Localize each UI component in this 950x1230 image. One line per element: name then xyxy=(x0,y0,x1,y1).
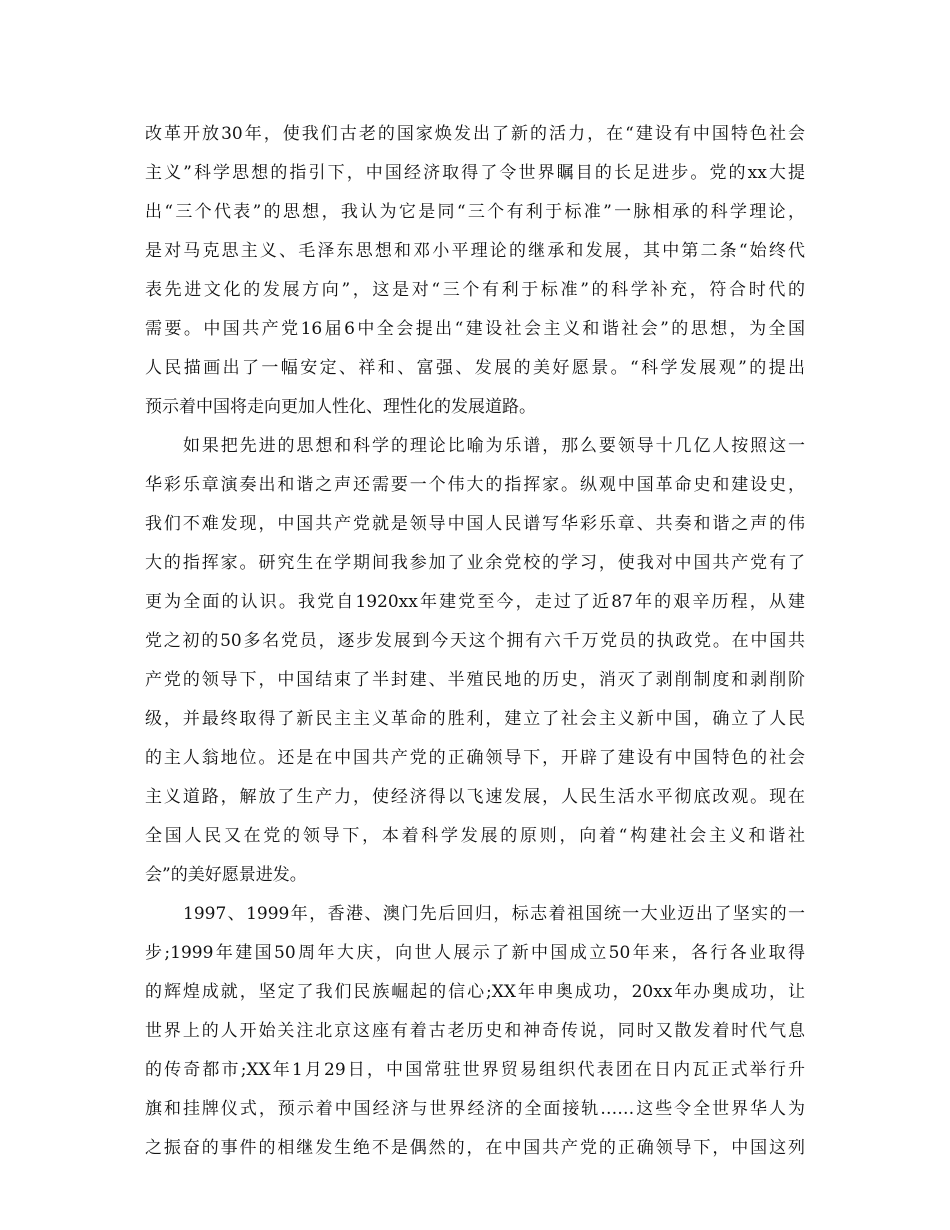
text-line: 级，并最终取得了新民主主义革命的胜利，建立了社会主义新中国，确立了人民 xyxy=(145,709,805,729)
text-line: 之振奋的事件的相继发生绝不是偶然的，在中国共产党的正确领导下，中国这列 xyxy=(145,1138,805,1158)
text-line: 表先进文化的发展方向”，这是对“三个有利于标准”的科学补充，符合时代的 xyxy=(145,280,805,300)
text-line: 产党的领导下，中国结束了半封建、半殖民地的历史，消灭了剥削制度和剥削阶 xyxy=(145,670,805,690)
text-line: 会”的美好愿景进发。 xyxy=(145,865,307,885)
paragraph-start-line: 如果把先进的思想和科学的理论比喻为乐谱，那么要领导十几亿人按照这一 xyxy=(183,436,805,456)
text-line: 华彩乐章演奏出和谐之声还需要一个伟大的指挥家。纵观中国革命史和建设史， xyxy=(145,475,805,495)
paragraph-start-line: 1997、1999年，香港、澳门先后回归，标志着祖国统一大业迈出了坚实的一 xyxy=(183,904,805,924)
text-line: 主义道路，解放了生产力，使经济得以飞速发展，人民生活水平彻底改观。现在 xyxy=(145,787,805,807)
text-line: 改革开放30年，使我们古老的国家焕发出了新的活力，在“建设有中国特色社会 xyxy=(145,124,805,144)
text-line: 的主人翁地位。还是在中国共产党的正确领导下，开辟了建设有中国特色的社会 xyxy=(145,748,805,768)
text-line: 出“三个代表”的思想，我认为它是同“三个有利于标准”一脉相承的科学理论， xyxy=(145,202,805,222)
text-line: 全国人民又在党的领导下，本着科学发展的原则，向着“构建社会主义和谐社 xyxy=(145,826,805,846)
text-line: 大的指挥家。研究生在学期间我参加了业余党校的学习，使我对中国共产党有了 xyxy=(145,553,805,573)
text-line: 人民描画出了一幅安定、祥和、富强、发展的美好愿景。“科学发展观”的提出 xyxy=(145,358,805,378)
text-line: 更为全面的认识。我党自1920xx年建党至今，走过了近87年的艰辛历程，从建 xyxy=(145,592,805,612)
text-line: 是对马克思主义、毛泽东思想和邓小平理论的继承和发展，其中第二条“始终代 xyxy=(145,241,805,261)
text-line: 世界上的人开始关注北京这座有着古老历史和神奇传说，同时又散发着时代气息 xyxy=(145,1021,805,1041)
text-line: 需要。中国共产党16届6中全会提出“建设社会主义和谐社会”的思想，为全国 xyxy=(145,319,805,339)
text-line: 旗和挂牌仪式，预示着中国经济与世界经济的全面接轨……这些令全世界华人为 xyxy=(145,1099,805,1119)
text-line: 党之初的50多名党员，逐步发展到今天这个拥有六千万党员的执政党。在中国共 xyxy=(145,631,805,651)
body-text xyxy=(145,115,805,1168)
text-line: 的传奇都市;XX年1月29日，中国常驻世界贸易组织代表团在日内瓦正式举行升 xyxy=(145,1060,805,1080)
text-line: 步;1999年建国50周年大庆，向世人展示了新中国成立50年来，各行各业取得 xyxy=(145,943,805,963)
text-line: 主义”科学思想的指引下，中国经济取得了令世界瞩目的长足进步。党的xx大提 xyxy=(145,163,805,183)
text-line: 预示着中国将走向更加人性化、理性化的发展道路。 xyxy=(145,397,536,417)
text-line: 我们不难发现，中国共产党就是领导中国人民谱写华彩乐章、共奏和谐之声的伟 xyxy=(145,514,805,534)
text-line: 的辉煌成就，坚定了我们民族崛起的信心;XX年申奥成功，20xx年办奥成功，让 xyxy=(145,982,805,1002)
